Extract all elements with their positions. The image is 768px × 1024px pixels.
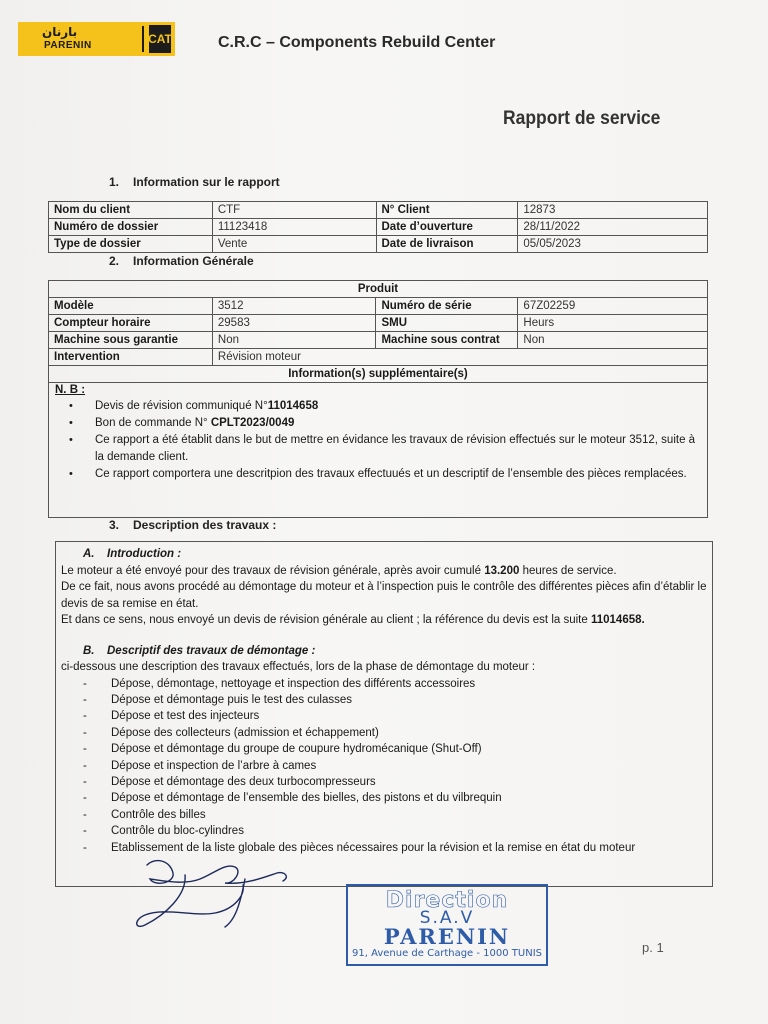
value-model: 3512 (212, 298, 376, 315)
dismantling-list (61, 676, 707, 856)
list-item (69, 432, 701, 466)
label-opening-date: Date d’ouverture (376, 219, 518, 236)
label-warranty: Machine sous garantie (49, 332, 213, 349)
general-info-table (48, 280, 708, 383)
value-intervention: Révision moteur (212, 349, 707, 366)
desc-letter: B. (83, 644, 95, 657)
table-row (49, 349, 708, 366)
notes-list (55, 398, 701, 483)
table-row (49, 332, 708, 349)
note-bold: CPLT2023/0049 (210, 417, 295, 429)
value-smu: Heurs (518, 315, 708, 332)
intro-hours: 13.200 (484, 564, 520, 577)
section-3-number: 3. (109, 518, 120, 532)
list-item: - Contrôle du bloc-cylindres (83, 823, 707, 839)
list-item: - Dépose des collecteurs (admission et échappement) (83, 725, 707, 741)
list-item: - Dépose et démontage du groupe de coupure hydromécanique (Shut-Off) (83, 741, 707, 757)
list-item: - Dépose et test des injecteurs (83, 708, 707, 724)
label-file-type: Type de dossier (49, 236, 213, 253)
label-model: Modèle (49, 298, 213, 315)
dismantling-heading (61, 643, 707, 660)
notes-box (48, 382, 708, 518)
list-item (69, 466, 701, 483)
list-item: - Dépose, démontage, nettoyage et inspection des différents accessoires (83, 676, 707, 692)
section-3-heading (109, 518, 276, 532)
logo-arabic-text: بارنان (42, 25, 78, 39)
list-item: - Contrôle des billes (83, 807, 707, 823)
report-title: Rapport de service (503, 108, 661, 129)
direction-sav-stamp (346, 884, 548, 966)
cat-logo: CAT (149, 25, 171, 53)
value-file-type: Vente (212, 236, 376, 253)
intro-paragraph-3 (61, 612, 707, 629)
label-smu: SMU (376, 315, 518, 332)
desc-title: Descriptif des travaux de démontage : (107, 644, 316, 657)
section-1-heading (109, 175, 280, 189)
value-file-number: 11123418 (212, 219, 376, 236)
list-item: - Dépose et démontage de l’ensemble des bielles, des pistons et du vilbrequin (83, 790, 707, 806)
table-row (49, 236, 708, 253)
section-1-title: Information sur le rapport (133, 175, 280, 189)
logo-divider (142, 26, 144, 52)
section-2-number: 2. (109, 254, 120, 268)
note-bold: 11014658 (267, 400, 319, 412)
logo-name: PARENIN (44, 40, 92, 51)
quote-reference: 11014658. (590, 614, 645, 626)
table-row (49, 298, 708, 315)
table-header-row (49, 366, 708, 383)
label-serial-number: Numéro de série (376, 298, 518, 315)
stamp-line-2: S.A.V (419, 908, 475, 928)
intro-text: heures de service. (519, 564, 617, 577)
label-client-number: N° Client (376, 202, 518, 219)
table-header-row (49, 281, 708, 298)
value-delivery-date: 05/05/2023 (518, 236, 708, 253)
intro-paragraph-1 (61, 563, 707, 580)
list-item: - Dépose et démontage puis le test des culasses (83, 692, 707, 708)
value-serial-number: 67Z02259 (518, 298, 708, 315)
label-contract: Machine sous contrat (376, 332, 518, 349)
desc-intro: ci-dessous une description des travaux effectués, lors de la phase de démontage du moteur : (61, 661, 536, 673)
value-warranty: Non (212, 332, 376, 349)
section-2-heading (109, 254, 254, 268)
extra-info-header: Information(s) supplémentaire(s) (49, 366, 708, 383)
report-info-table (48, 201, 708, 253)
table-row (49, 219, 708, 236)
value-client-name: CTF (212, 202, 376, 219)
table-row (49, 315, 708, 332)
header-title: C.R.C – Components Rebuild Center (218, 34, 496, 51)
stamp-line-3: PARENIN (383, 924, 511, 949)
stamp-line-1: Direction (385, 888, 509, 913)
value-contract: Non (518, 332, 708, 349)
list-item (69, 415, 701, 432)
intro-paragraph-2: De ce fait, nous avons procédé au démontage du moteur et à l’inspection puis le contrôle des différentes pièces afin d’établir le devis de sa remise en état. (61, 581, 707, 610)
introduction-heading (61, 546, 707, 563)
label-delivery-date: Date de livraison (376, 236, 518, 253)
description-box (55, 541, 713, 887)
handwritten-signature (125, 855, 325, 945)
intro-letter: A. (83, 548, 95, 560)
section-2-title: Information Générale (133, 254, 254, 268)
note-text: Ce rapport a été établit dans le but de mettre en évidance les travaux de révision effectués sur le moteur 3512, suite à la demande client. (95, 434, 696, 463)
label-intervention: Intervention (49, 349, 213, 366)
stamp-address: 91, Avenue de Carthage - 1000 TUNIS (352, 948, 542, 959)
nb-label: N. B : (55, 384, 86, 396)
label-file-number: Numéro de dossier (49, 219, 213, 236)
value-client-number: 12873 (518, 202, 708, 219)
note-text: Bon de commande N° (95, 417, 211, 429)
page-number: p. 1 (642, 940, 664, 955)
table-row (49, 202, 708, 219)
parenin-cat-logo (18, 22, 175, 56)
list-item (69, 398, 701, 415)
product-header: Produit (49, 281, 708, 298)
label-hour-meter: Compteur horaire (49, 315, 213, 332)
value-opening-date: 28/11/2022 (518, 219, 708, 236)
intro-text: Et dans ce sens, nous envoyé un devis de révision générale au client ; la référence du devis est la suite (61, 614, 591, 626)
note-text: Ce rapport comportera une descritpion des travaux effectuués et un descriptif de l’ensemble des pièces remplacées. (95, 468, 687, 480)
intro-text: Le moteur a été envoyé pour des travaux de révision générale, après avoir cumulé (61, 564, 485, 577)
intro-title: Introduction : (107, 548, 182, 560)
section-1-number: 1. (109, 175, 120, 189)
list-item: - Dépose et démontage des deux turbocompresseurs (83, 774, 707, 790)
note-text: Devis de révision communiqué N° (95, 400, 268, 412)
value-hour-meter: 29583 (212, 315, 376, 332)
label-client-name: Nom du client (49, 202, 213, 219)
list-item: - Dépose et inspection de l’arbre à cames (83, 758, 707, 774)
list-item: - Etablissement de la liste globale des pièces nécessaires pour la révision et la remise en état du moteur (83, 840, 707, 856)
section-3-title: Description des travaux : (133, 518, 277, 532)
